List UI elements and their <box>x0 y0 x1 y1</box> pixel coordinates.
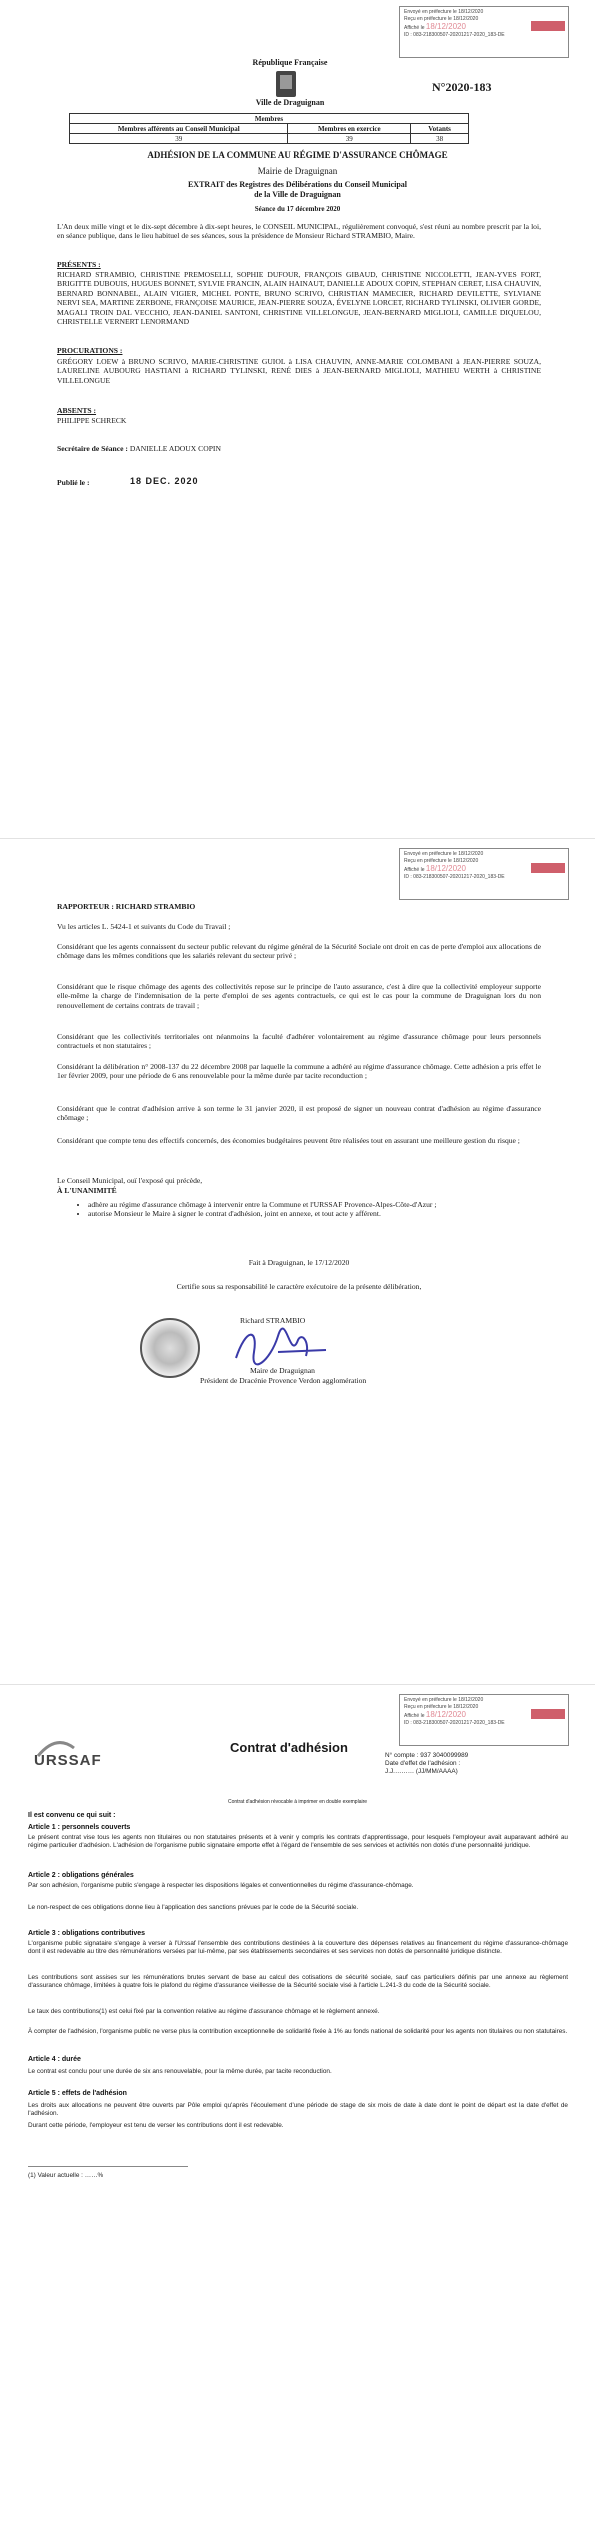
article-text: Par son adhésion, l'organisme public s'engage à respecter les dispositions légales et conventionnelles du régime d'assurance-chômage. <box>28 1882 414 1889</box>
unanimite-line: À L'UNANIMITÉ <box>57 1186 117 1195</box>
members-val: 39 <box>70 134 288 144</box>
absents-list: PHILIPPE SCHRECK <box>57 416 127 425</box>
decision-item: • adhère au régime d'assurance chômage à intervenir entre la Commune et l'URSSAF Provence-Alpes-Côte-d'Azur ; <box>88 1200 541 1209</box>
city-seal-icon <box>140 1318 200 1378</box>
article-text: Le présent contrat vise tous les agents non titulaires ou non statutaires présents et à venir y compris les contrats d'apprentissage, pour lesquels l'employeur avait auparavant adhéré au régime particulier d'adhésion. L'adhésion de l'organisme public signataire emporte effet à l'égard de l'ensemble de ses services et activités non dotés d'une personnalité juridique. <box>28 1834 568 1849</box>
article-text: Le non-respect de ces obligations donne lieu à l'application des sanctions prévues par le code de la Sécurité sociale. <box>28 1904 359 1911</box>
signatory-name: Richard STRAMBIO <box>240 1316 306 1325</box>
stamp-id: ID : 083-218300507-20201217-2020_183-DE <box>404 32 505 38</box>
stamp-line: Envoyé en préfecture le 18/12/2020 <box>404 9 484 15</box>
contract-convenu: Il est convenu ce qui suit : <box>28 1812 116 1819</box>
visa-paragraph: Vu les articles L. 5424-1 et suivants du Code du Travail ; <box>57 922 231 931</box>
members-table-title: Membres <box>70 114 469 124</box>
article-title: Article 4 : durée <box>28 2056 81 2063</box>
members-val: 39 <box>288 134 411 144</box>
page-separator <box>0 1684 595 1685</box>
considerant-paragraph: Considérant la délibération n° 2008-137 du 22 décembre 2008 par laquelle la commune a adhéré au régime d'assurance chômage. Cette adhésion a pris effet le 1er février 2009, pour une période de 6 ans renouvelable pour la même durée par tacite reconduction ; <box>57 1062 541 1081</box>
seance-date: Séance du 17 décembre 2020 <box>254 205 341 213</box>
presents-label: PRÉSENTS : <box>57 260 101 269</box>
signatory-role: Président de Dracénie Provence Verdon agglomération <box>200 1376 367 1385</box>
considerant-paragraph: Considérant que les agents connaissent du secteur public relevant du régime général de la Sécurité Sociale ont droit en cas de perte d'emploi aux allocations de chômage dans les mêmes conditions que les salariés relevant du secteur privé ; <box>57 942 541 961</box>
contract-title: Contrat d'adhésion <box>230 1740 348 1755</box>
stamp-line: Envoyé en préfecture le 18/12/2020 <box>404 1697 484 1703</box>
intro-paragraph: L'An deux mille vingt et le dix-sept décembre à dix-sept heures, le CONSEIL MUNICIPAL, régulièrement convoqué, s'est réuni au nombre prescrit par la loi, en séance publique, dans le lieu habituel de ses séances, sous la présidence de Monsieur Richard STRAMBIO, Maire. <box>57 222 541 241</box>
fait-line: Fait à Draguignan, le 17/12/2020 <box>248 1258 350 1267</box>
stamp-color-mark <box>531 1709 565 1719</box>
publie-label: Publié le : <box>57 478 90 487</box>
urssaf-logo-text: URSSAF <box>34 1752 102 1769</box>
members-val: 38 <box>411 134 469 144</box>
contract-fields <box>385 1752 565 1776</box>
stamp-color-mark <box>531 863 565 873</box>
article-title: Article 1 : personnels couverts <box>28 1824 131 1831</box>
procurations-label: PROCURATIONS : <box>57 346 123 355</box>
stamp-line: Reçu en préfecture le 18/12/2020 <box>404 858 479 864</box>
considerant-paragraph: Considérant que le risque chômage des agents des collectivités repose sur le principe de l'auto assurance, c'est à dire que la collectivité employeur supporte elle-même la charge de l'indemnisation de la perte d'emploi de ses agents contractuels, ce qui est le cas pour la commune de Draguignan lors du non renouvellement de certains contrats de travail ; <box>57 982 541 1010</box>
deliberation-title: ADHÉSION DE LA COMMUNE AU RÉGIME D'ASSURANCE CHÔMAGE <box>147 150 448 160</box>
decision-list <box>70 1200 541 1219</box>
contract-account-field: N° compte : 937 3040099989 <box>385 1752 469 1759</box>
article-text: Le contrat est conclu pour une durée de six ans renouvelable, pour la même durée, par tacite reconduction. <box>28 2068 332 2075</box>
presents-list: RICHARD STRAMBIO, CHRISTINE PREMOSELLI, SOPHIE DUFOUR, FRANÇOIS GIBAUD, CHRISTINE NICCOLETTI, JEAN-YVES FORT, BRIGITTE DUBOUIS, HUGUES BONNET, SYLVIE FRANCIN, ALAIN HAINAUT, DANIELLE ADOUX COPIN, STEPHAN CERET, LISA CHAUVIN, BERNARD BONNABEL, ALAIN VIGIER, MICHEL PONTE, BRUNO SCRIVO, CHRISTIAN MAMECIER, RICHARD DEVILETTE, SYLVIANE NERVI SEA, MARTINE ZERBONE, FRANÇOISE MAURICE, JEAN-PIERRE SOUZA, ÉVELYNE LORCET, RICHARD TYLINSKI, OLIVIER GORDE, MAGALI TROIN DAL VECCHIO, JEAN-DANIEL SANTONI, CHRISTINE VILLELONGUE, JEAN-BERNARD MIGLIOLI, CAMILLE DIQUELOU, CHRISTELLE VERNERT LENORMAND <box>57 270 541 327</box>
extrait-line2: de la Ville de Draguignan <box>254 190 341 199</box>
members-col: Membres afférents au Conseil Municipal <box>70 124 288 134</box>
stamp-affiche: Affiché le 18/12/2020 <box>404 864 466 873</box>
contract-note: Contrat d'adhésion révocable à imprimer en double exemplaire <box>227 1799 368 1805</box>
article-text: Le taux des contributions(1) est celui fixé par la convention relative au régime d'assurance chômage et le règlement annexé. <box>28 2008 380 2015</box>
secretaire-label: Secrétaire de Séance : <box>57 444 128 453</box>
procurations-list: GRÉGORY LOEW à BRUNO SCRIVO, MARIE-CHRISTINE GUIOL à LISA CHAUVIN, ANNE-MARIE COLOMBANI à JEAN-PIERRE SOUZA, LAURELINE AUBOURG HASTIANI à RICHARD TYLINSKI, RENÉ DIES à JEAN-BERNARD MIGLIOLI, MATHIEU WERTH à CHRISTINE VILLELONGUE <box>57 357 541 385</box>
secretaire-line <box>57 444 221 453</box>
considerant-paragraph: Considérant que compte tenu des effectifs concernés, des économies budgétaires peuvent être réalisées tout en assurant une meilleure gestion du risque ; <box>57 1136 520 1145</box>
article-title: Article 3 : obligations contributives <box>28 1930 146 1937</box>
stamp-id: ID : 083-218300507-20201217-2020_183-DE <box>404 874 505 880</box>
article-text: Durant cette période, l'employeur est tenu de verser les contributions dont il est redevable. <box>28 2122 284 2129</box>
stamp-line: Reçu en préfecture le 18/12/2020 <box>404 16 479 22</box>
signature-icon <box>228 1322 338 1370</box>
contract-date-field: J.J.……… (JJ/MM/AAAA) <box>385 1768 458 1775</box>
contract-date-label: Date d'effet de l'adhésion : <box>385 1760 461 1767</box>
extrait-line1: EXTRAIT des Registres des Délibérations du Conseil Municipal <box>187 180 408 189</box>
article-text: Les droits aux allocations ne peuvent être ouverts par Pôle emploi qu'après l'écoulement d'une période de stage de six mois de date à date dont le point de départ est la date d'effet de l'adhésion. <box>28 2102 568 2117</box>
article-text: L'organisme public signataire s'engage à verser à l'Urssaf l'ensemble des contributions destinées à la couverture des dépenses relatives au financement du régime d'assurance-chômage dont il est redevable au titre des rémunérations versées par lui-même, par ses établissements secondaires et ses services non dotés de personnalité juridique distincte. <box>28 1940 568 1955</box>
ville-label: Ville de Draguignan <box>255 98 325 107</box>
republique-label: République Française <box>252 58 328 67</box>
stamp-line: Envoyé en préfecture le 18/12/2020 <box>404 851 484 857</box>
stamp-affiche: Affiché le 18/12/2020 <box>404 1710 466 1719</box>
absents-label: ABSENTS : <box>57 406 97 415</box>
deliberation-number: N°2020-183 <box>432 80 492 94</box>
page-separator <box>0 838 595 839</box>
signatory-role: Maire de Draguignan <box>250 1366 315 1375</box>
secretaire-name: DANIELLE ADOUX COPIN <box>129 444 221 453</box>
conseil-line: Le Conseil Municipal, ouï l'exposé qui précède, <box>57 1176 203 1185</box>
prefecture-stamp <box>399 1694 569 1746</box>
stamp-affiche: Affiché le 18/12/2020 <box>404 22 466 31</box>
prefecture-stamp <box>399 848 569 900</box>
considerant-paragraph: Considérant que le contrat d'adhésion arrive à son terme le 31 janvier 2020, il est proposé de signer un nouveau contrat d'adhésion au régime d'assurance chômage ; <box>57 1104 541 1123</box>
stamp-id: ID : 083-218300507-20201217-2020_183-DE <box>404 1720 505 1726</box>
article-text: À compter de l'adhésion, l'organisme public ne verse plus la contribution exceptionnelle de solidarité fixée à 1% au fonds national de solidarité pour les agents non titulaires ou non statutaires. <box>28 2028 568 2035</box>
article-title: Article 5 : effets de l'adhésion <box>28 2090 127 2097</box>
members-table <box>69 113 469 144</box>
footnote: (1) Valeur actuelle : ……% <box>28 2172 104 2179</box>
members-col: Membres en exercice <box>288 124 411 134</box>
city-crest-icon <box>275 70 297 98</box>
certifie-line: Certifie sous sa responsabilité le caractère exécutoire de la présente délibération, <box>176 1282 422 1291</box>
article-text: Les contributions sont assises sur les rémunérations brutes servant de base au calcul des cotisations de sécurité sociale, sauf cas particuliers définis par une annexe au règlement d'assurance chômage, limitées à quatre fois le plafond du régime d'assurance vieillesse de la Sécurité sociale visé à l'article L.241-3 du code de la Sécurité sociale. <box>28 1974 568 1989</box>
stamp-line: Reçu en préfecture le 18/12/2020 <box>404 1704 479 1710</box>
stamp-color-mark <box>531 21 565 31</box>
rapporteur-line: RAPPORTEUR : RICHARD STRAMBIO <box>57 902 196 911</box>
mairie-label: Mairie de Draguignan <box>257 166 338 176</box>
article-title: Article 2 : obligations générales <box>28 1872 134 1879</box>
considerant-paragraph: Considérant que les collectivités territoriales ont néanmoins la faculté d'adhérer volontairement au régime d'assurance chômage pour leurs personnels contractuels et non statutaires ; <box>57 1032 541 1051</box>
decision-item: • autorise Monsieur le Maire à signer le contrat d'adhésion, joint en annexe, et tout acte y afférent. <box>88 1209 541 1218</box>
footnote-divider <box>28 2166 188 2167</box>
publie-date-stamp: 18 DEC. 2020 <box>130 476 199 486</box>
prefecture-stamp <box>399 6 569 58</box>
members-col: Votants <box>411 124 469 134</box>
